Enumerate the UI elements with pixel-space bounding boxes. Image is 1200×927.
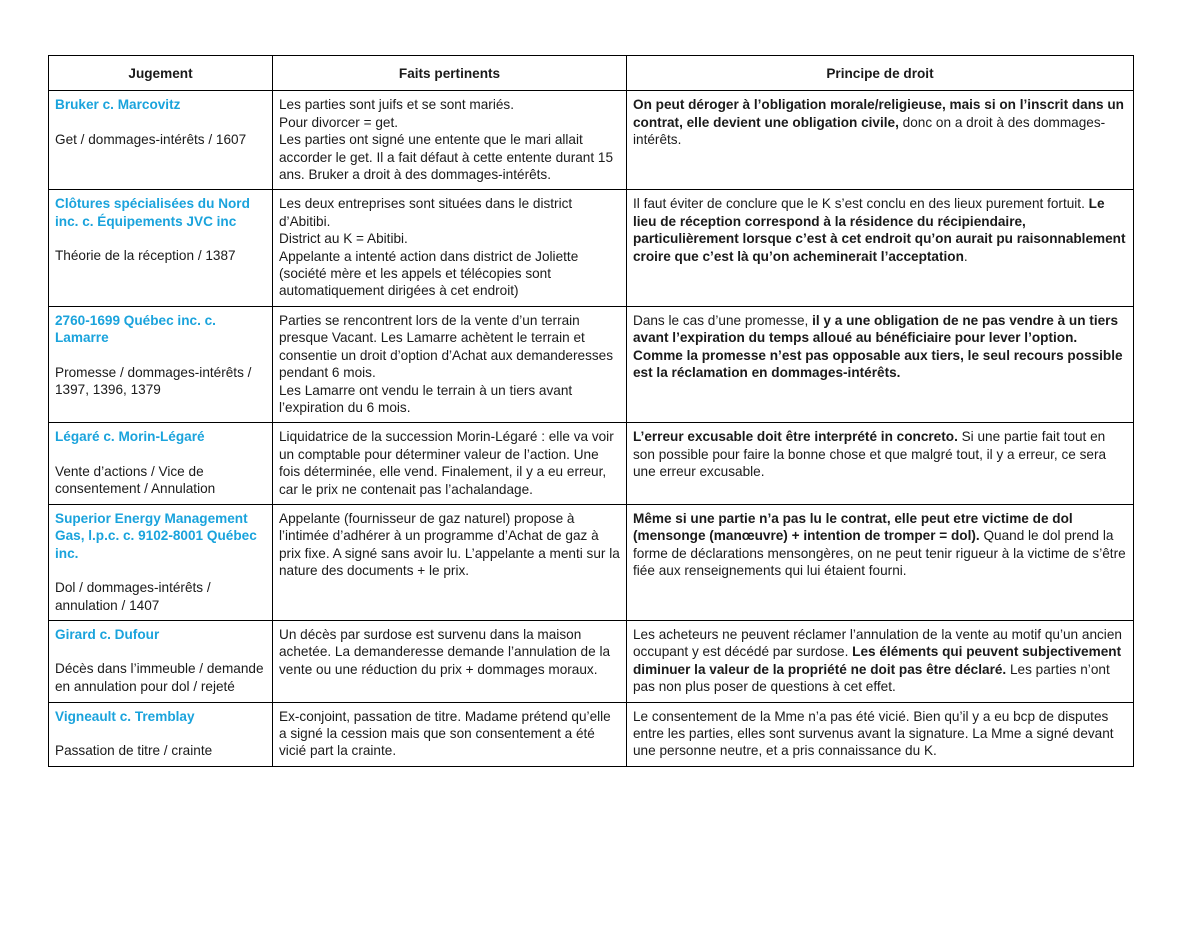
- faits-cell: [273, 702, 627, 766]
- principe-paragraph: [633, 347, 1127, 382]
- principe-paragraph: [633, 428, 1127, 480]
- faits-line: Les deux entreprises sont situées dans le district d’Abitibi.: [279, 196, 573, 229]
- principe-text: Les acheteurs ne peuvent réclamer l’annulation de la vente au motif qu’un ancien occupant y est décédé par surdose.: [633, 626, 1122, 660]
- principe-bold-text: L’erreur excusable doit être interprété in concreto.: [633, 429, 958, 445]
- principe-bold-text: Le lieu de réception correspond à la résidence du récipiendaire, particulièrement lorsque c’est à cet endroit qu’on aurait pu raisonnablement croire que c’est là qu’on acheminerait l’acceptation: [633, 196, 1126, 264]
- principe-cell: [627, 504, 1134, 620]
- principe-text: Si une partie fait tout en son possible pour faire la bonne chose et que malgré tout, il y a erreur, ce sera une erreur excusable.: [633, 429, 1107, 480]
- faits-line: Les parties sont juifs et se sont mariés.: [279, 97, 514, 113]
- principe-text: Dans le cas d’une promesse,: [633, 312, 813, 328]
- principe-text: donc on a droit à des dommages-intérêts.: [633, 114, 1106, 148]
- case-meta: Décès dans l’immeuble / demande en annulation pour dol / rejeté: [55, 661, 264, 694]
- faits-line: Parties se rencontrent lors de la vente d’un terrain presque Vacant. Les Lamarre achètent le terrain et consentie un droit d’option d’Achat aux demanderesses pendant 6 mois.: [279, 312, 614, 381]
- principe-cell: [627, 190, 1134, 306]
- jugement-cell: [49, 702, 273, 766]
- principe-text: Quand le dol prend la forme de déclarations mensongères, on ne peut tenir rigueur à la victime de s’être fiée aux renseignements qui lui étaient fourni.: [633, 528, 1126, 579]
- faits-line: District au K = Abitibi.: [279, 231, 408, 247]
- case-meta: Théorie de la réception / 1387: [55, 248, 236, 264]
- faits-cell: [273, 306, 627, 422]
- principe-bold-text: Comme la promesse n’est pas opposable aux tiers, le seul recours possible est la réclamation en dommages-intérêts.: [633, 347, 1123, 381]
- principe-bold-text: On peut déroger à l’obligation morale/religieuse, mais si on l’inscrit dans un contrat, elle devient une obligation civile,: [633, 97, 1124, 130]
- table-row: [49, 702, 1134, 766]
- faits-cell: [273, 504, 627, 620]
- jugement-cell: [49, 504, 273, 620]
- faits-line: Ex-conjoint, passation de titre. Madame prétend qu’elle a signé la cession mais que son consentement a été vicié part la crainte.: [279, 708, 611, 759]
- principe-bold-text: Même si une partie n’a pas lu le contrat, elle peut etre victime de dol (mensonge (manœuvre) + intention de tromper = dol).: [633, 510, 1073, 544]
- case-meta: Passation de titre / crainte: [55, 743, 213, 758]
- faits-line: Appelante (fournisseur de gaz naturel) propose à l’intimée d’adhérer à un programme d’Achat de gaz à prix fixe. A signé sans avoir lu. L’appelante a menti sur la nature des documents + le prix.: [279, 510, 620, 579]
- principe-paragraph: [633, 626, 1127, 696]
- case-meta: Promesse / dommages-intérêts / 1397, 1396, 1379: [55, 364, 252, 398]
- table-row: [49, 91, 1134, 190]
- principe-paragraph: [633, 195, 1127, 265]
- case-law-table: [48, 55, 1134, 767]
- case-name: Girard c. Dufour: [55, 626, 160, 642]
- jugement-cell: [49, 190, 273, 306]
- principe-bold-text: Les éléments qui peuvent subjectivement diminuer la valeur de la propriété ne doit pas être déclaré.: [633, 644, 1122, 677]
- principe-bold-text: il y a une obligation de ne pas vendre à un tiers avant l’expiration du temps alloué au bénéficiaire pour lever l’option.: [633, 312, 1119, 346]
- principe-paragraph: [633, 510, 1127, 580]
- principe-text: Le consentement de la Mme n’a pas été vicié. Bien qu’il y a eu bcp de disputes entre les parties, elles sont survenus avant la signature. La Mme a signé devant une personne neutre, et a pris connaissance du K.: [633, 708, 1114, 759]
- faits-line: Pour divorcer = get.: [279, 114, 399, 130]
- faits-line: Appelante a intenté action dans district de Joliette (société mère et les appels et télécopies sont automatiquement dirigées à cet endroit): [279, 248, 579, 299]
- faits-line: Les Lamarre ont vendu le terrain à un tiers avant l’expiration du 6 mois.: [279, 382, 573, 415]
- table-row: [49, 423, 1134, 505]
- case-meta: Vente d’actions / Vice de consentement / Annulation: [55, 463, 216, 497]
- principe-paragraph: [633, 708, 1127, 760]
- case-name: Clôtures spécialisées du Nord inc. c. Équipements JVC inc: [55, 196, 250, 229]
- faits-line: Un décès par surdose est survenu dans la maison achetée. La demanderesse demande l’annulation de la vente ou une réduction du prix + dommages moraux.: [279, 626, 611, 677]
- principe-paragraph: [633, 312, 1127, 347]
- header-principe-de-droit: Principe de droit: [627, 56, 1134, 91]
- table-row: [49, 620, 1134, 702]
- principe-text: Les parties n’ont pas non plus poser de questions à cet effet.: [633, 661, 1110, 695]
- table-row: [49, 190, 1134, 306]
- faits-cell: [273, 620, 627, 702]
- case-meta: Get / dommages-intérêts / 1607: [55, 131, 247, 147]
- principe-cell: [627, 620, 1134, 702]
- principe-paragraph: [633, 96, 1127, 148]
- case-name: 2760-1699 Québec inc. c. Lamarre: [55, 312, 216, 346]
- principe-cell: [627, 306, 1134, 422]
- table-row: [49, 504, 1134, 620]
- faits-cell: [273, 91, 627, 190]
- case-name: Légaré c. Morin-Légaré: [55, 429, 205, 445]
- header-row: [49, 56, 1134, 91]
- jugement-cell: [49, 91, 273, 190]
- table-body: [49, 91, 1134, 766]
- jugement-cell: [49, 306, 273, 422]
- case-name: Superior Energy Management Gas, l.p.c. c. 9102-8001 Québec inc.: [55, 510, 257, 561]
- header-jugement: Jugement: [49, 56, 273, 91]
- principe-text: Il faut éviter de conclure que le K s’est conclu en des lieux purement fortuit.: [633, 196, 1089, 212]
- jugement-cell: [49, 423, 273, 505]
- jugement-cell: [49, 620, 273, 702]
- case-meta: Dol / dommages-intérêts / annulation / 1407: [55, 580, 211, 613]
- case-name: Vigneault c. Tremblay: [55, 708, 195, 724]
- faits-cell: [273, 190, 627, 306]
- faits-cell: [273, 423, 627, 505]
- faits-line: Liquidatrice de la succession Morin-Légaré : elle va voir un comptable pour déterminer valeur de l’action. Une fois déterminée, elle vend. Finalement, il y a eu erreur, car le prix ne contenait pas l’achalandage.: [279, 429, 614, 497]
- table-row: [49, 306, 1134, 422]
- principe-cell: [627, 702, 1134, 766]
- case-name: Bruker c. Marcovitz: [55, 97, 181, 113]
- header-faits-pertinents: Faits pertinents: [273, 56, 627, 91]
- faits-line: Les parties ont signé une entente que le mari allait accorder le get. Il a fait défaut à cette entente durant 15 ans. Bruker a droit à des dommages-intérêts.: [279, 132, 614, 183]
- principe-cell: [627, 423, 1134, 505]
- principe-cell: [627, 91, 1134, 190]
- principe-text: .: [963, 248, 968, 264]
